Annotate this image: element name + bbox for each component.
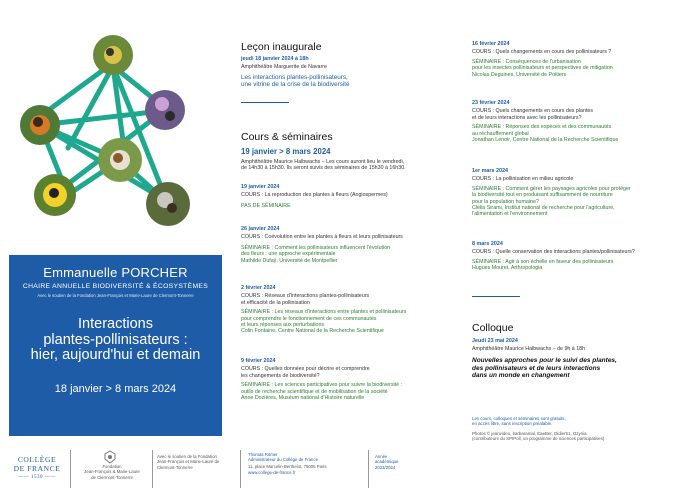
course-title-line: plantes-pollinisateurs : [43, 331, 188, 348]
seminaire-line: SÉMINAIRE : Comment gérer les paysages agricoles pour protéger [472, 185, 631, 192]
seminaire-line: SÉMINAIRE : Les sciences participatives pour suivre la biodiversité : [241, 382, 403, 389]
chair-support: Avec le soutien de la Fondation Jean-François et Marie-Laure de Clermont-Tonnerre [37, 293, 194, 298]
foundation-line: Fondation [102, 464, 122, 469]
website-link[interactable]: www.college-de-france.fr [248, 470, 296, 476]
session-9-fevrier [241, 358, 466, 401]
seminaire-line: la biodiversité tout en produisant suffisamment de nourriture [472, 192, 613, 199]
logo-line: DE FRANCE [13, 464, 61, 473]
session-seminaire [472, 186, 694, 205]
lecon-title-line: une vitrine de la crise de la biodiversité [241, 81, 350, 89]
course-dates: 18 janvier > 8 mars 2024 [54, 383, 177, 395]
cours-line: et efficacité de la pollinisation [241, 299, 310, 306]
foundation-logo-text [82, 464, 142, 480]
colloque-title [472, 357, 694, 380]
speaker-line: Clélia Sirami, Institut national de recherche pour l'agriculture, [472, 205, 615, 212]
support-line: Jean-François et Marie-Laure de [157, 459, 220, 465]
cours-line: COURS : Quelles données pour décrire et comprendre [241, 366, 370, 373]
foundation-line: Jean-François & Marie-Laure [84, 469, 140, 475]
pollinator-network-illustration [0, 0, 222, 250]
session-speaker [472, 205, 694, 218]
address-line: 11, place Marcelin-Berthelot, 75005 Paris [248, 463, 327, 469]
session-2-fevrier [241, 285, 466, 335]
session-cours [241, 366, 466, 379]
session-26-janvier [241, 226, 466, 264]
note-line: en accès libre, sans inscription préalable. [472, 421, 553, 427]
session-seminaire: PAS DE SÉMINAIRE [241, 202, 291, 209]
session-1er-mars [472, 168, 694, 218]
lecon-heading: Leçon inaugurale [241, 41, 322, 53]
seminaire-line: pour les insectes pollinisateurs et perspectives de mitigation [472, 65, 613, 72]
session-cours: COURS : La pollinisation en milieu agricole [472, 176, 574, 183]
session-cours: COURS : Quelle conservation des interactions plantes/pollinisateurs? [472, 249, 635, 256]
support-line: Avec le soutien de la Fondation [157, 454, 217, 459]
footer-divider [368, 450, 369, 488]
colloque-place: Amphithéâtre Maurice Halbwachs – de 9h à 18h [472, 346, 586, 352]
session-date: 26 janvier 2024 [241, 226, 280, 232]
session-date: 16 février 2024 [472, 41, 510, 47]
seminaire-line: SÉMINAIRE : Conséquences de l'urbanisation [472, 58, 581, 65]
session-cours [241, 293, 466, 306]
note-line: Les cours, colloques et séminaires sont gratuits, [472, 416, 566, 421]
lecturer-name: Emmanuelle PORCHER [43, 265, 188, 280]
session-cours: COURS : Quels changements en cours des pollinisateurs ? [472, 49, 612, 56]
credit-line: Photos © jeanvideo, barbaramal, EaeBer, Didier51, Ozynia [472, 431, 587, 436]
lecon-date: jeudi 18 janvier 2024 à 18h [241, 56, 309, 62]
seminaire-line: SÉMINAIRE : Réponses des espèces et des communautés [472, 124, 612, 131]
academic-year [375, 454, 415, 470]
session-seminaire [241, 245, 466, 258]
session-seminaire [472, 124, 694, 137]
chair-title: CHAIRE ANNUELLE BIODIVERSITÉ & ÉCOSYSTÈMES [22, 283, 209, 290]
session-cours [472, 108, 694, 121]
course-title-line: hier, aujourd'hui et demain [30, 347, 201, 363]
cours-line: les changements de biodiversité? [241, 372, 320, 379]
colloque-date: Jeudi 23 mai 2024 [472, 338, 518, 344]
admin-name: Thomas Römer [248, 452, 278, 457]
cours-note-line: de 14h30 à 15h30. Ils seront suivis des séminaires de 15h30 à 16h30. [241, 165, 406, 172]
session-seminaire: SÉMINAIRE : Agir à son échelle en faveur des pollinisateurs [472, 258, 614, 265]
session-seminaire [241, 309, 466, 328]
college-de-france-logo [10, 455, 64, 480]
session-speaker: Colin Fontaine, Centre National de la Recherche Scientifique [241, 328, 384, 335]
session-date: 1er mars 2024 [472, 168, 508, 174]
session-date: 2 février 2024 [241, 285, 276, 291]
foundation-emblem-icon [104, 450, 116, 464]
photo-credits [472, 431, 694, 442]
speaker-line: l'alimentation et l'environnement [472, 211, 548, 218]
cours-note [241, 159, 406, 172]
seminaire-line: SÉMINAIRE : Les réseaux d'interactions entre plantes et pollinisateurs [241, 309, 407, 316]
admin-title: Administrateur du Collège de France [248, 457, 318, 463]
cours-line: COURS : Réseaux d'interactions plantes-pollinisateurs [241, 293, 370, 300]
course-title [15, 317, 216, 364]
colloque-title-line: dans un monde en changement [472, 372, 570, 380]
year-line: 2023/2024 [375, 464, 396, 470]
seminaire-line: et leurs réponses aux perturbations [241, 322, 325, 329]
session-speaker: Hugues Mouret, Arthropologia [472, 265, 543, 272]
session-16-fevrier [472, 41, 694, 78]
seminaire-line: SÉMINAIRE : Comment les pollinisateurs influencent l'évolution [241, 244, 391, 251]
session-speaker: Mathilde Dufaÿ, Université de Montpellier [241, 257, 338, 264]
year-line: académique [375, 459, 399, 465]
lecon-title-line: Les interactions plantes-pollinisateurs, [241, 74, 348, 81]
colloque-title-line: Nouvelles approches pour le suivi des plantes, [472, 357, 617, 364]
seminaire-line: au réchauffement global [472, 130, 529, 137]
seminaire-line: outils de recherche scientifique et de mobilisation de la société [241, 388, 388, 395]
logo-line: COLLÈGE [17, 455, 57, 464]
lecon-place: Amphithéâtre Marguerite de Navarre [241, 64, 327, 70]
session-date: 23 février 2024 [472, 100, 510, 106]
seminaire-line: pour la population humaine? [472, 198, 539, 205]
colloque-title-line: des pollinisateurs et de leurs interactions [472, 364, 601, 372]
session-speaker: Anne Dozières, Muséum national d'Histoire naturelle [241, 395, 365, 402]
session-cours: COURS : Coévolution entre les plantes à fleurs et leurs pollinisateurs [241, 234, 403, 241]
free-access-note [472, 416, 694, 427]
session-19-janvier [241, 184, 466, 209]
cours-line: COURS : Quels changements en cours des plantes [472, 108, 594, 115]
session-cours: COURS : La reproduction des plantes à fleurs (Angiospermes) [241, 192, 388, 199]
session-seminaire [472, 59, 694, 72]
session-date: 9 février 2024 [241, 358, 276, 364]
footer-divider [240, 450, 241, 488]
footer-divider [152, 450, 153, 488]
session-date: 19 janvier 2024 [241, 184, 280, 190]
footer-divider [70, 450, 71, 488]
session-date: 8 mars 2024 [472, 241, 503, 247]
support-line: Clermont-Tonnerre [157, 464, 193, 470]
cours-note-line: Amphithéâtre Maurice Halbwachs – Les cours auront lieu le vendredi, [241, 159, 405, 165]
credit-line: (contributeurs du SPIPoll, un programme de sciences participatives) [472, 436, 605, 442]
support-text [157, 454, 225, 470]
section-rule [241, 102, 289, 103]
lecon-title [241, 74, 350, 89]
cours-heading: Cours & séminaires [241, 131, 333, 143]
flower-insect-photo-circles [20, 35, 190, 226]
session-seminaire [241, 382, 466, 395]
session-23-fevrier [472, 100, 694, 143]
session-speaker: Jonathan Lenoir, Centre National de la Recherche Scientifique [472, 137, 619, 144]
section-rule [472, 296, 520, 297]
course-title-line: Interactions [78, 316, 153, 332]
session-speaker: Nicolas Deguines, Université de Poitiers [472, 71, 567, 78]
administrator-block [248, 452, 360, 476]
foundation-line: de Clermont-Tonnerre [91, 474, 133, 480]
year-line: Année [375, 454, 388, 459]
logo-year: —— 1530 —— [18, 475, 56, 480]
cours-line: et de leurs interactions avec les pollinisateurs? [472, 114, 582, 121]
seminaire-line: pour comprendre le fonctionnement de ces communautés [241, 315, 377, 322]
cours-range: 19 janvier > 8 mars 2024 [241, 147, 331, 156]
seminaire-line: des fleurs : une approche expérimentale [241, 251, 336, 258]
session-8-mars [472, 241, 694, 272]
colloque-heading: Colloque [472, 322, 514, 334]
poster-title-box [9, 255, 222, 436]
